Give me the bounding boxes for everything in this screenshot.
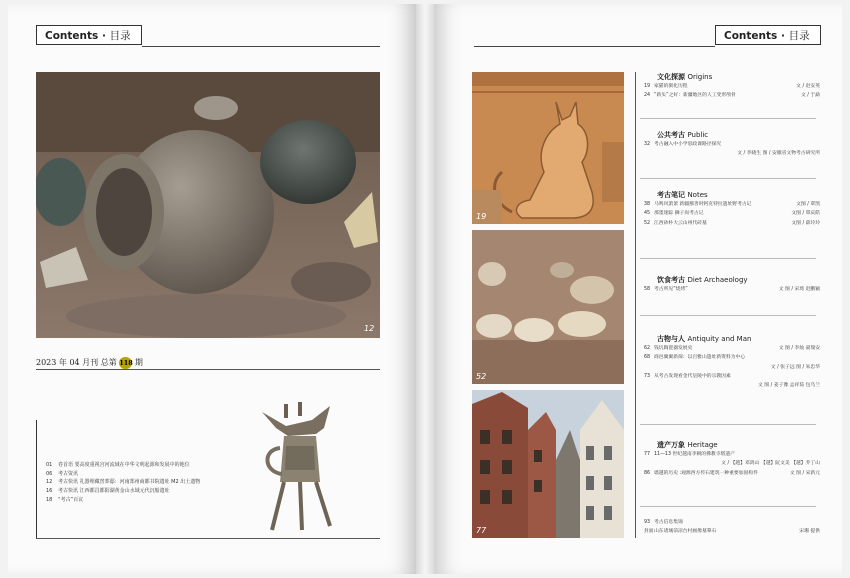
- cat-relief-image: [472, 72, 624, 224]
- list-item: 12 考古快讯 礼器埋藏窖葬邸：河南郑州商都书院遗址 M2 出土遗物: [46, 479, 201, 486]
- issue-rule: [36, 369, 380, 370]
- burial-bowls-image: [472, 230, 624, 384]
- section-title: 文化探源 Origins: [657, 73, 713, 81]
- toc-entry[interactable]: 93 考古信息集锦: [644, 520, 683, 525]
- toc-entry[interactable]: 45 那墨迷踪 狮子岗考古记 文图 / 覃庆皓: [644, 211, 820, 217]
- left-list-vertical-rule: [36, 420, 37, 538]
- photo-page-number: 19: [476, 212, 487, 221]
- section-misc: [644, 518, 820, 537]
- issue-prefix: 2023 年 04 月刊 总第: [36, 358, 117, 367]
- photo-page-number: 52: [476, 372, 487, 381]
- left-contents-list: [46, 461, 266, 505]
- issue-number-badge: 118: [119, 359, 133, 367]
- list-item: 18 “考古”百议: [46, 496, 84, 503]
- right-column-divider: [635, 72, 636, 538]
- gothic-buildings-photo: [472, 390, 624, 538]
- section-title: 遗产万象 Heritage: [657, 441, 718, 449]
- section-rule: [640, 424, 816, 425]
- section-rule: [640, 506, 816, 507]
- toc-entry[interactable]: 封面山东诸城前凉台村画像墓摹石 宋珊 提供: [644, 529, 820, 535]
- section-rule: [640, 258, 816, 259]
- burial-bowls-photo: [472, 230, 624, 384]
- list-item: 16 考古快讯 江西都昌都阳湖黄金山水域元代沉船遗址: [46, 488, 170, 495]
- issue-suffix: 期: [134, 358, 143, 367]
- toc-credit: 文 / 李晓生 图 / 安徽省文物考古研究所: [737, 151, 820, 157]
- left-bottom-rule: [36, 538, 380, 539]
- contents-header-right: [715, 25, 821, 45]
- section-rule: [640, 118, 816, 119]
- section-heritage: [644, 440, 820, 478]
- header-dot: ·: [101, 30, 106, 42]
- section-title: 古物与人 Antiquity and Man: [657, 335, 752, 343]
- excavation-pots-image: [36, 72, 380, 338]
- header-title: Contents: [724, 30, 778, 42]
- toc-entry[interactable]: 58 考古所见“烧烤” 文 图 / 宋琦 赵鹏颖: [644, 287, 820, 292]
- book-gutter: [416, 4, 434, 574]
- excavation-pots-photo: [36, 72, 380, 338]
- toc-credit: 文 / 【越】邓鸿山 【越】阮文美 【越】乔丁山: [721, 461, 820, 467]
- toc-entry[interactable]: 24 “新头”之好：新疆地区的人工变形颅骨 文 / 于勐: [644, 93, 820, 99]
- gothic-buildings-image: [472, 390, 624, 538]
- toc-entry[interactable]: 77 11—13 世纪越南李朝的佛教寺塔遗产: [644, 452, 735, 457]
- header-title: Contents: [45, 30, 99, 42]
- cat-relief-photo: [472, 72, 624, 224]
- section-title: 公共考古 Public: [657, 131, 709, 139]
- list-item: 06 考古资讯: [46, 470, 79, 477]
- header-title-cn: 目录: [109, 30, 131, 42]
- section-origins: [644, 72, 820, 101]
- section-diet-archaeology: [644, 275, 820, 294]
- section-antiquity-and-man: [644, 334, 820, 390]
- section-public: [644, 130, 820, 159]
- toc-entry[interactable]: 68 商邑翼翼新探：以百雅山遗址新资料为中心: [644, 355, 746, 361]
- header-dot: ·: [780, 30, 785, 42]
- section-notes: [644, 190, 820, 228]
- issue-line: [36, 357, 143, 369]
- list-item: 01 卷首语 要高度重视宫河流域在中华文明起源和发展中的地位: [46, 462, 190, 468]
- section-rule: [640, 178, 816, 179]
- section-title: 饮食考古 Diet Archaeology: [657, 276, 748, 284]
- toc-entry[interactable]: 86 墙越的历史 :观源西方传石建筑一种重要加固构件 文 图 / 宋新元: [644, 470, 820, 476]
- header-rule-left: [142, 46, 380, 47]
- toc-credit: 文 图 / 姜子豫 孟祥茹 包乌兰: [757, 383, 820, 389]
- section-rule: [640, 315, 816, 316]
- photo-page-number: 77: [476, 526, 487, 535]
- toc-entry[interactable]: 62 钱坑陶瓷器发展史 文 图 / 李灿 聂瑞安: [644, 346, 820, 351]
- toc-entry[interactable]: 73 从考古发现看金代皇陵中的宗教因素: [644, 373, 731, 379]
- contents-header-left: [36, 25, 142, 45]
- toc-entry[interactable]: 38 马鸣风萧萧 新疆鄯善时阿克特拉遗址野考古记 文图 / 覃凯: [644, 202, 820, 207]
- toc-entry[interactable]: 52 江西砂朴大云山州代砖墓 文图 / 薛玲玲: [644, 220, 820, 226]
- toc-entry[interactable]: 32 考古融入中小学思政课路径探究: [644, 142, 722, 147]
- section-title: 考古笔记 Notes: [657, 191, 708, 199]
- toc-entry[interactable]: 19 家猫的驯化历程 文 / 赵安英: [644, 84, 820, 89]
- photo-page-number: 12: [364, 324, 375, 333]
- header-rule-right: [474, 46, 715, 47]
- header-title-cn: 目录: [788, 30, 810, 42]
- toc-credit: 文 / 张子远 图 / 朱忠华: [770, 364, 820, 370]
